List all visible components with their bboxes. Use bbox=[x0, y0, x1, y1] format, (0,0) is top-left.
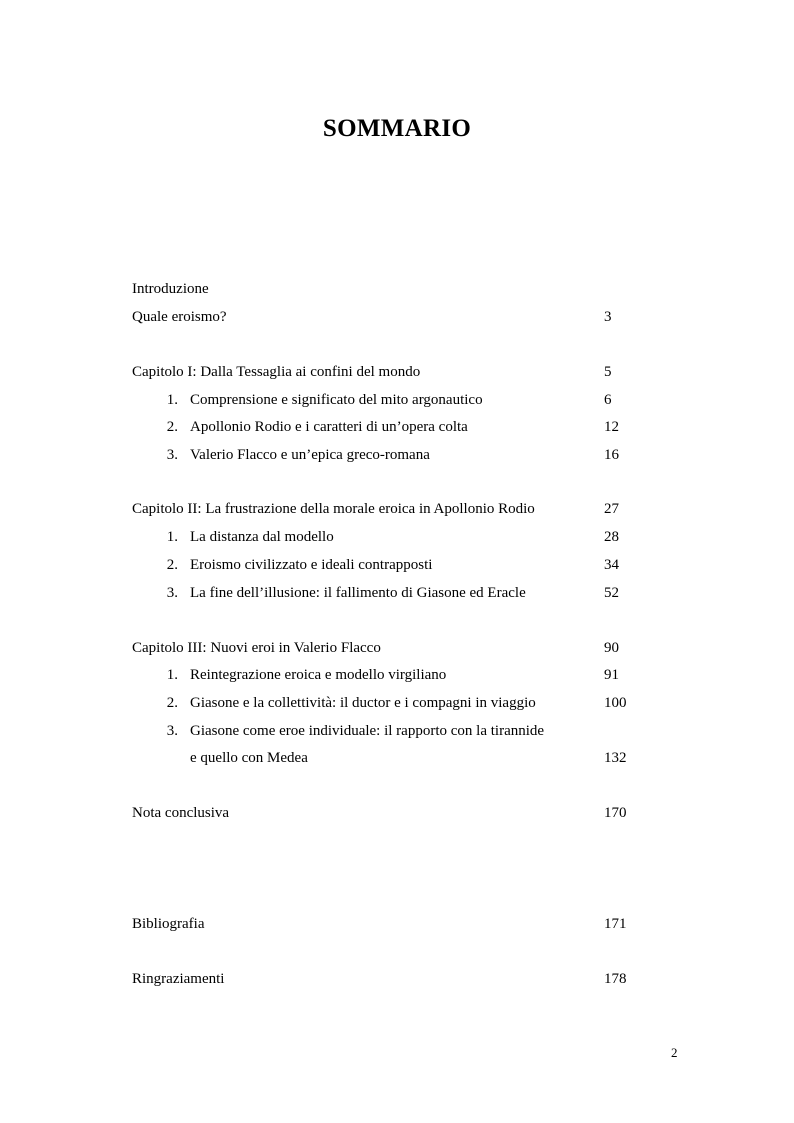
toc-ch2-item-1 bbox=[132, 526, 632, 548]
toc-chapter-3-page: 90 bbox=[604, 640, 619, 656]
toc-ch3-item-1-page: 91 bbox=[604, 667, 619, 683]
toc-ch2-item-3 bbox=[132, 582, 632, 604]
toc-ch3-item-1 bbox=[132, 664, 632, 686]
toc-acknowledgments: Ringraziamenti bbox=[132, 971, 225, 987]
toc-item-label: Comprensione e significato del mito argonautico bbox=[190, 392, 483, 408]
toc-item-label: Giasone come eroe individuale: il rapporto con la tirannide bbox=[190, 723, 545, 739]
toc-item-label: Reintegrazione eroica e modello virgiliano bbox=[190, 667, 447, 683]
toc-ch2-item-2-page: 34 bbox=[604, 557, 619, 573]
toc-bibliography: Bibliografia bbox=[132, 916, 205, 932]
toc-item-label: Eroismo civilizzato e ideali contrapposti bbox=[190, 557, 433, 573]
toc-ch3-item-3-continuation bbox=[132, 747, 632, 769]
toc-chapter-1-page: 5 bbox=[604, 364, 612, 380]
toc-item-label: Apollonio Rodio e i caratteri di un’opera colta bbox=[190, 419, 468, 435]
page-number: 2 bbox=[671, 1045, 678, 1060]
toc-bibliography-page: 171 bbox=[604, 916, 627, 932]
toc-item-number: 1. bbox=[166, 529, 178, 545]
toc-item-number: 2. bbox=[166, 419, 178, 435]
toc-ch1-item-1 bbox=[132, 389, 632, 411]
toc-intro-label: Introduzione bbox=[132, 281, 209, 297]
toc-ch2-item-3-page: 52 bbox=[604, 585, 619, 601]
toc-item-number: 1. bbox=[166, 667, 178, 683]
toc-item-label-cont: e quello con Medea bbox=[190, 750, 308, 766]
toc-item-number: 2. bbox=[166, 557, 178, 573]
toc-item-label: La distanza dal modello bbox=[190, 529, 334, 545]
toc-conclusion: Nota conclusiva bbox=[132, 805, 230, 821]
toc-conclusion-page: 170 bbox=[604, 805, 627, 821]
toc-chapter-2-page: 27 bbox=[604, 501, 619, 517]
toc-item-label: Valerio Flacco e un’epica greco-romana bbox=[190, 447, 430, 463]
toc-item-label: Giasone e la collettività: il ductor e i compagni in viaggio bbox=[190, 695, 536, 711]
toc-ch1-item-2 bbox=[132, 416, 632, 438]
toc-acknowledgments-page: 178 bbox=[604, 971, 627, 987]
toc-ch3-item-2 bbox=[132, 692, 632, 714]
toc-item-number: 2. bbox=[166, 695, 178, 711]
toc-item-number: 3. bbox=[166, 723, 178, 739]
toc-item-label: La fine dell’illusione: il fallimento di Giasone ed Eracle bbox=[190, 585, 526, 601]
toc-ch1-item-1-page: 6 bbox=[604, 392, 612, 408]
page-title: SOMMARIO bbox=[322, 115, 472, 142]
toc-ch3-item-3-page: 132 bbox=[604, 750, 627, 766]
toc-ch3-item-3 bbox=[132, 720, 632, 742]
toc-chapter-3: Capitolo III: Nuovi eroi in Valerio Flacco bbox=[132, 640, 381, 656]
toc-ch3-item-2-page: 100 bbox=[604, 695, 627, 711]
toc-item-number: 3. bbox=[166, 447, 178, 463]
toc-ch2-item-1-page: 28 bbox=[604, 529, 619, 545]
toc-intro-sub-page: 3 bbox=[604, 309, 612, 325]
toc-item-number: 3. bbox=[166, 585, 178, 601]
toc-ch2-item-2 bbox=[132, 554, 632, 576]
toc-ch1-item-2-page: 12 bbox=[604, 419, 619, 435]
toc-ch1-item-3 bbox=[132, 444, 632, 466]
toc-intro-sub: Quale eroismo? bbox=[132, 309, 227, 325]
toc-chapter-1: Capitolo I: Dalla Tessaglia ai confini del mondo bbox=[132, 364, 421, 380]
toc-item-number: 1. bbox=[166, 392, 178, 408]
toc-ch1-item-3-page: 16 bbox=[604, 447, 619, 463]
toc-chapter-2: Capitolo II: La frustrazione della morale eroica in Apollonio Rodio bbox=[132, 501, 535, 517]
